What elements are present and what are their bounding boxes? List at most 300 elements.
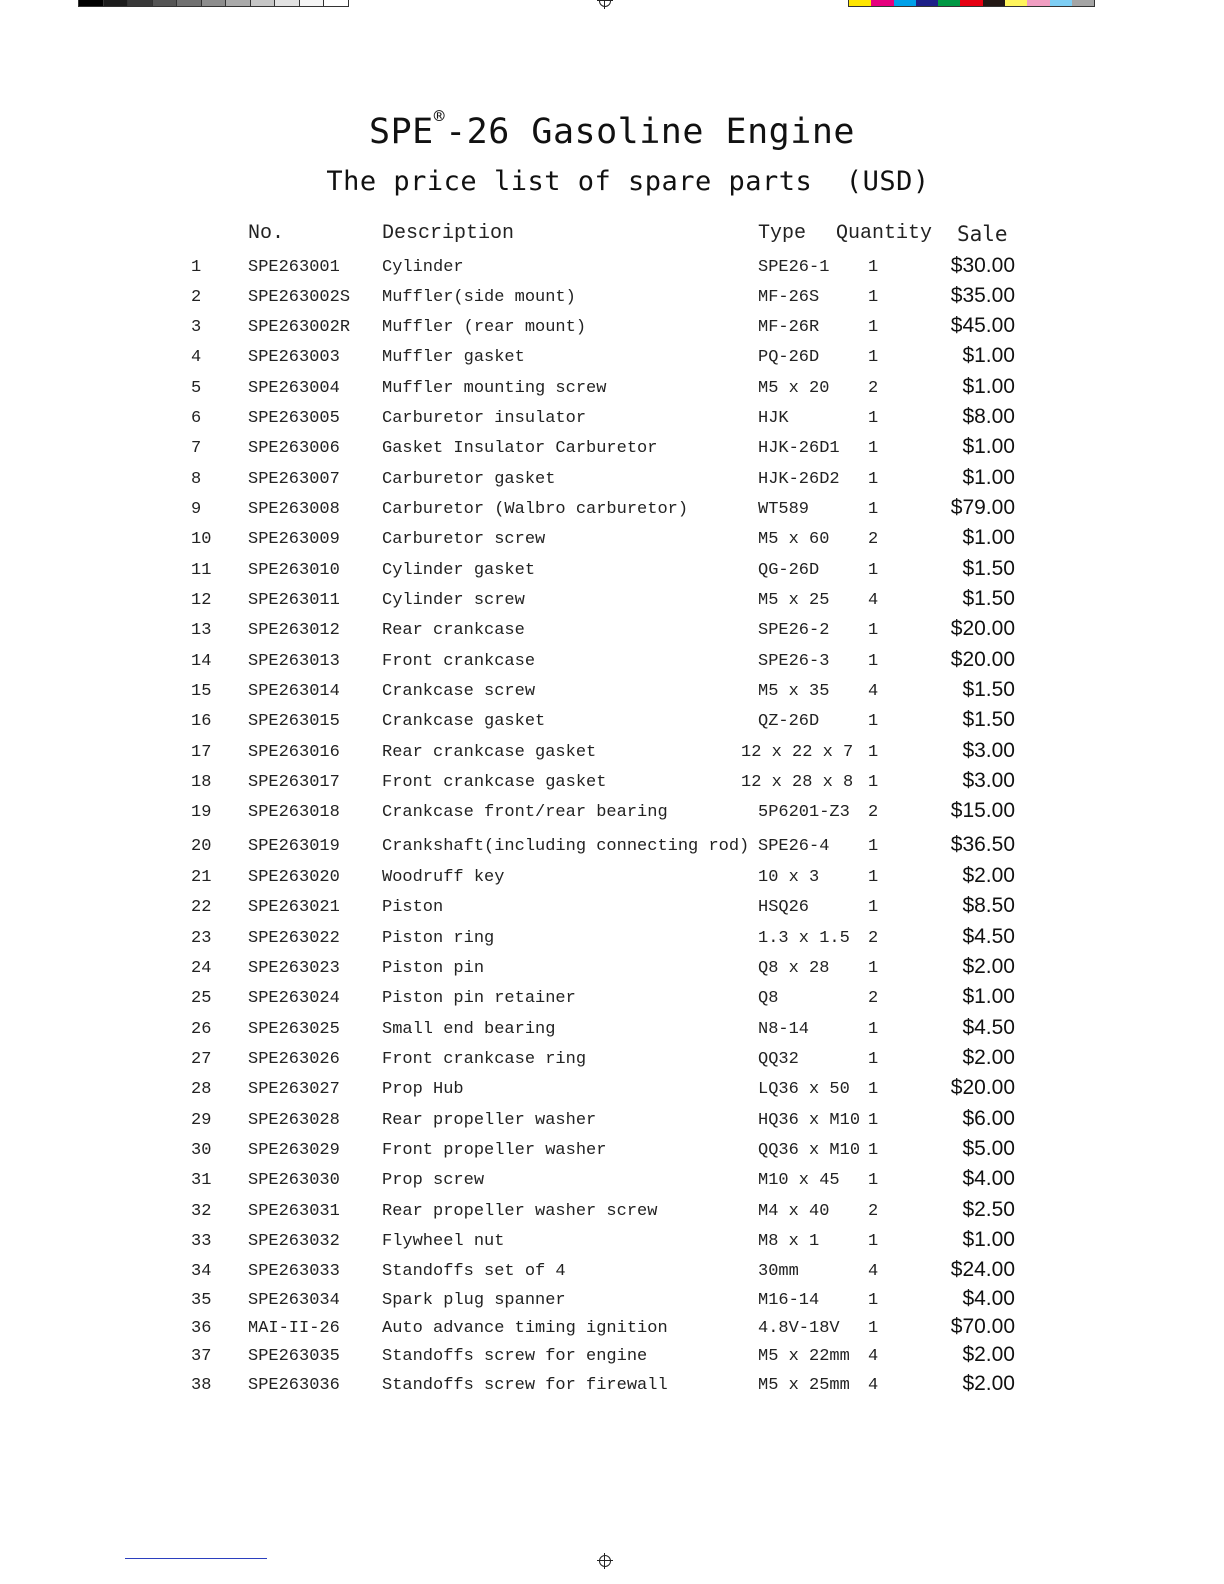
table-row [0, 1016, 1224, 1050]
part-description: Piston pin retainer [382, 989, 576, 1008]
part-type: M8 x 1 [758, 1232, 820, 1251]
part-sale-price: $2.00 [962, 864, 1015, 887]
part-description: Spark plug spanner [382, 1291, 566, 1310]
header-quantity: Quantity [836, 222, 933, 245]
table-row [0, 739, 1224, 773]
part-quantity: 2 [868, 929, 879, 948]
part-number: SPE263013 [248, 652, 340, 671]
part-type: 5P6201-Z3 [758, 803, 850, 822]
part-description: Rear crankcase gasket [382, 743, 597, 762]
part-description: Muffler gasket [382, 348, 525, 367]
row-index: 20 [191, 837, 212, 856]
part-quantity: 1 [868, 409, 879, 428]
part-description: Piston pin [382, 959, 485, 978]
part-description: Standoffs set of 4 [382, 1262, 566, 1281]
part-type: 12 x 22 x 7 [741, 743, 854, 762]
part-sale-price: $24.00 [950, 1258, 1015, 1281]
row-index: 14 [191, 652, 212, 671]
row-index: 18 [191, 773, 212, 792]
part-type: M16-14 [758, 1291, 820, 1310]
part-quantity: 4 [868, 1376, 879, 1395]
part-type: 30mm [758, 1262, 799, 1281]
part-sale-price: $3.00 [962, 769, 1015, 792]
part-sale-price: $2.00 [962, 1343, 1015, 1366]
part-quantity: 1 [868, 1319, 879, 1338]
row-index: 5 [191, 379, 202, 398]
header-type: Type [758, 222, 807, 245]
part-number: SPE263015 [248, 712, 340, 731]
part-sale-price: $1.00 [962, 375, 1015, 398]
row-index: 19 [191, 803, 212, 822]
table-row [0, 799, 1224, 833]
gray-swatch [324, 0, 348, 6]
row-index: 15 [191, 682, 212, 701]
table-row [0, 1137, 1224, 1171]
part-description: Carburetor insulator [382, 409, 587, 428]
gray-swatch [226, 0, 251, 6]
part-number: SPE263033 [248, 1262, 340, 1281]
part-type: QZ-26D [758, 712, 820, 731]
part-quantity: 1 [868, 652, 879, 671]
part-type: N8-14 [758, 1020, 810, 1039]
gray-swatch [202, 0, 227, 6]
part-description: Muffler (rear mount) [382, 318, 587, 337]
part-quantity: 1 [868, 258, 879, 277]
part-number: SPE263007 [248, 470, 340, 489]
table-row [0, 1076, 1224, 1110]
part-quantity: 1 [868, 773, 879, 792]
table-row [0, 955, 1224, 989]
grayscale-calibration-strip [78, 0, 349, 7]
part-description: Cylinder [382, 258, 464, 277]
part-type: QQ32 [758, 1050, 799, 1069]
part-description: Front crankcase gasket [382, 773, 607, 792]
part-description: Crankshaft(including connecting rod) [382, 837, 750, 856]
part-sale-price: $1.00 [962, 435, 1015, 458]
part-sale-price: $1.00 [962, 1228, 1015, 1251]
part-quantity: 1 [868, 959, 879, 978]
table-row [0, 1046, 1224, 1080]
part-type: M10 x 45 [758, 1171, 840, 1190]
table-row [0, 435, 1224, 469]
part-quantity: 1 [868, 561, 879, 580]
part-description: Gasket Insulator Carburetor [382, 439, 658, 458]
part-type: Q8 x 28 [758, 959, 830, 978]
table-row [0, 708, 1224, 742]
table-row [0, 617, 1224, 651]
table-row [0, 1167, 1224, 1201]
row-index: 38 [191, 1376, 212, 1395]
row-index: 24 [191, 959, 212, 978]
row-index: 7 [191, 439, 202, 458]
color-swatch [1072, 0, 1094, 6]
part-type: SPE26-3 [758, 652, 830, 671]
part-number: SPE263021 [248, 898, 340, 917]
color-swatch [871, 0, 893, 6]
part-type: LQ36 x 50 [758, 1080, 850, 1099]
table-row [0, 526, 1224, 560]
part-sale-price: $1.50 [962, 708, 1015, 731]
bottom-rule [125, 1558, 267, 1559]
color-swatch [1005, 0, 1027, 6]
part-quantity: 4 [868, 1262, 879, 1281]
part-quantity: 1 [868, 837, 879, 856]
registration-mark-top [597, 0, 613, 9]
part-quantity: 1 [868, 288, 879, 307]
part-type: SPE26-2 [758, 621, 830, 640]
table-row [0, 254, 1224, 288]
part-number: SPE263002R [248, 318, 351, 337]
table-row [0, 894, 1224, 928]
row-index: 34 [191, 1262, 212, 1281]
part-sale-price: $70.00 [950, 1315, 1015, 1338]
header-sale: Sale [957, 222, 1008, 246]
row-index: 3 [191, 318, 202, 337]
table-row [0, 405, 1224, 439]
table-row [0, 864, 1224, 898]
part-type: Q8 [758, 989, 779, 1008]
part-type: M5 x 22mm [758, 1347, 850, 1366]
table-row [0, 925, 1224, 959]
table-header [0, 222, 1224, 256]
row-index: 37 [191, 1347, 212, 1366]
color-swatch [1050, 0, 1072, 6]
table-row [0, 648, 1224, 682]
part-number: SPE263010 [248, 561, 340, 580]
part-quantity: 1 [868, 1232, 879, 1251]
color-swatch [916, 0, 938, 6]
part-quantity: 1 [868, 1291, 879, 1310]
part-number: SPE263024 [248, 989, 340, 1008]
part-quantity: 1 [868, 439, 879, 458]
part-type: SPE26-1 [758, 258, 830, 277]
part-number: SPE263036 [248, 1376, 340, 1395]
part-number: SPE263029 [248, 1141, 340, 1160]
part-description: Prop Hub [382, 1080, 464, 1099]
part-sale-price: $2.00 [962, 1372, 1015, 1395]
gray-swatch [275, 0, 300, 6]
color-swatch [894, 0, 916, 6]
row-index: 21 [191, 868, 212, 887]
row-index: 6 [191, 409, 202, 428]
gray-swatch [128, 0, 153, 6]
part-description: Small end bearing [382, 1020, 556, 1039]
row-index: 28 [191, 1080, 212, 1099]
part-sale-price: $30.00 [950, 254, 1015, 277]
row-index: 32 [191, 1202, 212, 1221]
part-quantity: 2 [868, 379, 879, 398]
part-quantity: 1 [868, 348, 879, 367]
part-sale-price: $4.00 [962, 1287, 1015, 1310]
part-sale-price: $1.50 [962, 557, 1015, 580]
part-sale-price: $15.00 [950, 799, 1015, 822]
part-sale-price: $2.00 [962, 955, 1015, 978]
registration-mark-bottom [597, 1553, 613, 1569]
part-quantity: 4 [868, 1347, 879, 1366]
part-description: Cylinder screw [382, 591, 525, 610]
part-sale-price: $36.50 [950, 833, 1015, 856]
row-index: 26 [191, 1020, 212, 1039]
row-index: 11 [191, 561, 212, 580]
part-type: HQ36 x M10 [758, 1111, 861, 1130]
table-row [0, 1343, 1224, 1377]
row-index: 10 [191, 530, 212, 549]
part-sale-price: $4.50 [962, 925, 1015, 948]
color-swatch [1027, 0, 1049, 6]
row-index: 30 [191, 1141, 212, 1160]
part-number: SPE263001 [248, 258, 340, 277]
part-quantity: 2 [868, 530, 879, 549]
row-index: 1 [191, 258, 202, 277]
part-type: M5 x 35 [758, 682, 830, 701]
part-type: HJK-26D2 [758, 470, 840, 489]
part-number: SPE263009 [248, 530, 340, 549]
gray-swatch [79, 0, 104, 6]
part-number: SPE263004 [248, 379, 340, 398]
part-description: Rear crankcase [382, 621, 525, 640]
color-calibration-strip [848, 0, 1095, 7]
part-sale-price: $45.00 [950, 314, 1015, 337]
part-type: 10 x 3 [758, 868, 820, 887]
part-sale-price: $6.00 [962, 1107, 1015, 1130]
part-sale-price: $20.00 [950, 1076, 1015, 1099]
table-row [0, 1287, 1224, 1321]
part-number: SPE263014 [248, 682, 340, 701]
part-description: Crankcase front/rear bearing [382, 803, 668, 822]
part-quantity: 4 [868, 682, 879, 701]
table-row [0, 314, 1224, 348]
color-swatch [938, 0, 960, 6]
part-type: HJK [758, 409, 789, 428]
part-description: Piston ring [382, 929, 495, 948]
table-row [0, 985, 1224, 1019]
table-row [0, 1372, 1224, 1406]
row-index: 12 [191, 591, 212, 610]
table-row [0, 1107, 1224, 1141]
part-sale-price: $5.00 [962, 1137, 1015, 1160]
table-row [0, 1228, 1224, 1262]
part-quantity: 1 [868, 712, 879, 731]
row-index: 31 [191, 1171, 212, 1190]
part-sale-price: $8.50 [962, 894, 1015, 917]
part-description: Rear propeller washer [382, 1111, 597, 1130]
row-index: 2 [191, 288, 202, 307]
part-description: Carburetor screw [382, 530, 546, 549]
part-sale-price: $1.00 [962, 344, 1015, 367]
part-type: MF-26R [758, 318, 820, 337]
part-type: QQ36 x M10 [758, 1141, 861, 1160]
row-index: 29 [191, 1111, 212, 1130]
row-index: 9 [191, 500, 202, 519]
gray-swatch [104, 0, 129, 6]
color-swatch [983, 0, 1005, 6]
color-swatch [849, 0, 871, 6]
part-type: MF-26S [758, 288, 820, 307]
part-number: SPE263031 [248, 1202, 340, 1221]
part-description: Piston [382, 898, 444, 917]
part-quantity: 1 [868, 1080, 879, 1099]
row-index: 33 [191, 1232, 212, 1251]
row-index: 35 [191, 1291, 212, 1310]
part-number: SPE263011 [248, 591, 340, 610]
part-description: Front propeller washer [382, 1141, 607, 1160]
part-number: SPE263035 [248, 1347, 340, 1366]
part-quantity: 1 [868, 621, 879, 640]
part-sale-price: $20.00 [950, 617, 1015, 640]
part-type: 4.8V-18V [758, 1319, 840, 1338]
part-number: SPE263018 [248, 803, 340, 822]
part-description: Woodruff key [382, 868, 505, 887]
part-description: Muffler(side mount) [382, 288, 576, 307]
table-row [0, 496, 1224, 530]
part-type: SPE26-4 [758, 837, 830, 856]
part-sale-price: $1.50 [962, 587, 1015, 610]
part-description: Crankcase screw [382, 682, 536, 701]
part-number: SPE263027 [248, 1080, 340, 1099]
part-quantity: 1 [868, 1050, 879, 1069]
part-description: Carburetor (Walbro carburetor) [382, 500, 689, 519]
part-description: Prop screw [382, 1171, 485, 1190]
part-sale-price: $4.50 [962, 1016, 1015, 1039]
title-brand: SPE [369, 112, 434, 152]
part-description: Front crankcase [382, 652, 536, 671]
part-type: M5 x 25 [758, 591, 830, 610]
part-sale-price: $1.00 [962, 526, 1015, 549]
table-row [0, 284, 1224, 318]
part-number: SPE263025 [248, 1020, 340, 1039]
row-index: 17 [191, 743, 212, 762]
gray-swatch [251, 0, 276, 6]
part-number: MAI-II-26 [248, 1319, 340, 1338]
part-description: Standoffs screw for engine [382, 1347, 648, 1366]
title-rest: -26 Gasoline Engine [445, 112, 855, 152]
page-title [0, 106, 1224, 152]
part-type: HJK-26D1 [758, 439, 840, 458]
part-number: SPE263003 [248, 348, 340, 367]
part-number: SPE263006 [248, 439, 340, 458]
row-index: 27 [191, 1050, 212, 1069]
part-description: Crankcase gasket [382, 712, 546, 731]
part-number: SPE263034 [248, 1291, 340, 1310]
part-description: Front crankcase ring [382, 1050, 587, 1069]
part-number: SPE263019 [248, 837, 340, 856]
row-index: 36 [191, 1319, 212, 1338]
row-index: 4 [191, 348, 202, 367]
part-quantity: 2 [868, 803, 879, 822]
part-number: SPE263017 [248, 773, 340, 792]
part-number: SPE263022 [248, 929, 340, 948]
gray-swatch [153, 0, 178, 6]
part-quantity: 1 [868, 500, 879, 519]
part-number: SPE263012 [248, 621, 340, 640]
part-sale-price: $2.00 [962, 1046, 1015, 1069]
page-subtitle: The price list of spare parts (USD) [326, 166, 930, 197]
part-number: SPE263026 [248, 1050, 340, 1069]
table-row [0, 587, 1224, 621]
row-index: 23 [191, 929, 212, 948]
gray-swatch [177, 0, 202, 6]
part-sale-price: $8.00 [962, 405, 1015, 428]
part-type: HSQ26 [758, 898, 810, 917]
part-number: SPE263020 [248, 868, 340, 887]
part-sale-price: $3.00 [962, 739, 1015, 762]
part-type: M5 x 60 [758, 530, 830, 549]
table-row [0, 678, 1224, 712]
part-sale-price: $35.00 [950, 284, 1015, 307]
part-quantity: 2 [868, 989, 879, 1008]
part-type: 12 x 28 x 8 [741, 773, 854, 792]
header-description: Description [382, 222, 515, 245]
table-row [0, 1258, 1224, 1292]
part-number: SPE263028 [248, 1111, 340, 1130]
part-type: WT589 [758, 500, 810, 519]
row-index: 13 [191, 621, 212, 640]
part-sale-price: $4.00 [962, 1167, 1015, 1190]
part-description: Flywheel nut [382, 1232, 505, 1251]
part-sale-price: $79.00 [950, 496, 1015, 519]
table-row [0, 769, 1224, 803]
part-description: Auto advance timing ignition [382, 1319, 668, 1338]
table-row [0, 466, 1224, 500]
part-sale-price: $2.50 [962, 1198, 1015, 1221]
part-type: 1.3 x 1.5 [758, 929, 850, 948]
part-number: SPE263005 [248, 409, 340, 428]
table-row [0, 1198, 1224, 1232]
part-description: Cylinder gasket [382, 561, 536, 580]
part-description: Carburetor gasket [382, 470, 556, 489]
table-row [0, 375, 1224, 409]
part-number: SPE263030 [248, 1171, 340, 1190]
part-quantity: 1 [868, 868, 879, 887]
part-description: Rear propeller washer screw [382, 1202, 658, 1221]
part-number: SPE263032 [248, 1232, 340, 1251]
row-index: 16 [191, 712, 212, 731]
table-row [0, 1315, 1224, 1349]
part-number: SPE263016 [248, 743, 340, 762]
part-quantity: 1 [868, 1020, 879, 1039]
gray-swatch [300, 0, 325, 6]
part-number: SPE263002S [248, 288, 351, 307]
part-quantity: 2 [868, 1202, 879, 1221]
header-no: No. [248, 222, 285, 245]
part-quantity: 1 [868, 898, 879, 917]
table-row [0, 833, 1224, 867]
part-description: Muffler mounting screw [382, 379, 607, 398]
part-number: SPE263008 [248, 500, 340, 519]
table-row [0, 557, 1224, 591]
part-sale-price: $1.00 [962, 985, 1015, 1008]
part-sale-price: $20.00 [950, 648, 1015, 671]
table-row [0, 344, 1224, 378]
part-type: M5 x 25mm [758, 1376, 850, 1395]
part-number: SPE263023 [248, 959, 340, 978]
part-quantity: 1 [868, 1171, 879, 1190]
part-type: QG-26D [758, 561, 820, 580]
part-sale-price: $1.50 [962, 678, 1015, 701]
part-sale-price: $1.00 [962, 466, 1015, 489]
part-description: Standoffs screw for firewall [382, 1376, 668, 1395]
registered-mark: ® [433, 106, 446, 127]
part-quantity: 1 [868, 743, 879, 762]
part-type: PQ-26D [758, 348, 820, 367]
row-index: 22 [191, 898, 212, 917]
part-quantity: 1 [868, 470, 879, 489]
part-quantity: 1 [868, 318, 879, 337]
part-quantity: 1 [868, 1141, 879, 1160]
part-type: M5 x 20 [758, 379, 830, 398]
part-quantity: 1 [868, 1111, 879, 1130]
part-type: M4 x 40 [758, 1202, 830, 1221]
